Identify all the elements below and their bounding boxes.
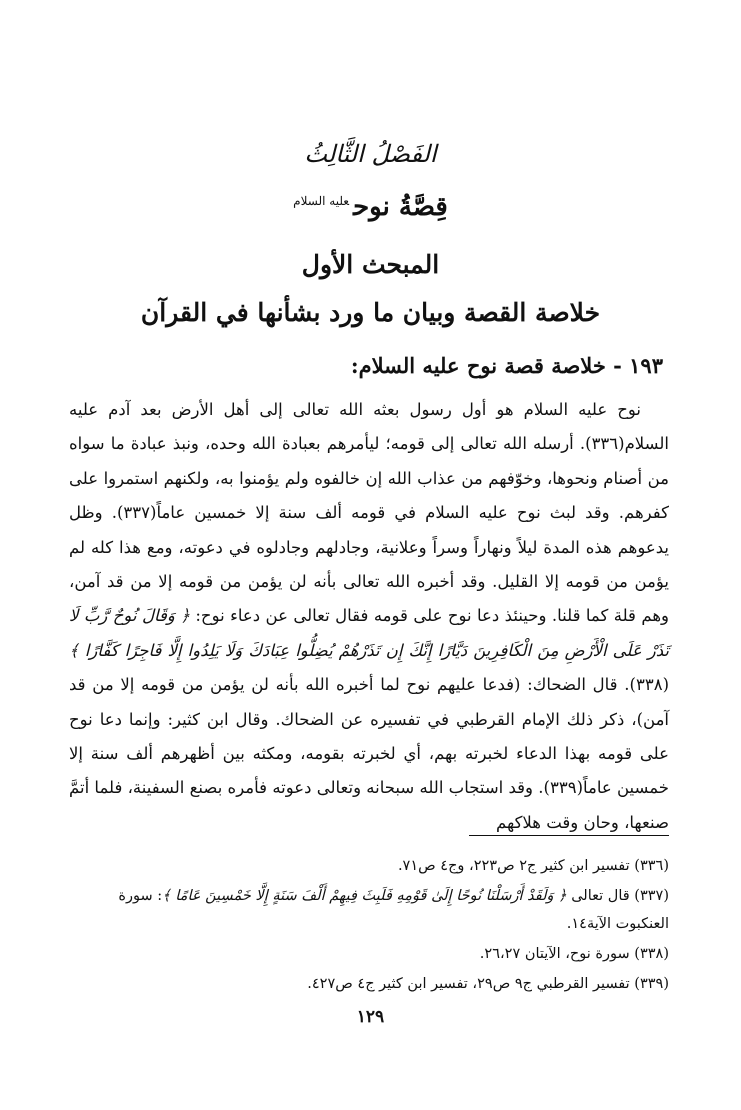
body-text-5: . وقد استجاب الله سبحانه وتعالى دعوته فأمره بصنع السفينة، فلما أتمَّ صنعها، وحان وقت هلاكهم — [69, 778, 669, 832]
body-text — [69, 393, 669, 840]
paragraph-number: ١٩٣ — [629, 353, 663, 378]
footnote-text: تفسير ابن كثير ج٢ ص٢٢٣، وج٤ ص٧١. — [397, 858, 630, 874]
body-text-2: . أرسله الله تعالى إلى قومه؛ ليأمرهم بعبادة الله وحده، ونبذ عبادة ما سواه من أصنام ونحوها، وخوّفهم من عذاب الله إن خالفوه ولم يؤمنوا به، ولكنهم استمروا على كفرهم. وقد لبث نوح عليه السلام في قومه ألف سنة إلا خمسين عاماً — [69, 434, 669, 523]
footnote-item — [69, 882, 669, 938]
story-title-block — [60, 192, 681, 222]
footnote-item — [69, 940, 669, 968]
footnotes — [69, 852, 669, 1000]
chapter-title: الفَصْلُ الثَّالِثُ — [304, 140, 437, 168]
footnote-text: قال تعالى — [571, 888, 630, 904]
paragraph-title: - خلاصة قصة نوح عليه السلام: — [350, 353, 622, 378]
footnote-ref-336: (٣٣٦) — [585, 434, 625, 454]
body-text-4: . قال الضحاك: (فدعا عليهم نوح لما أخبره الله بأنه لن يؤمن من قومه إلا من قد آمن)، ذكر ذلك الإمام القرطبي في تفسيره عن الضحاك. وقال ابن كثير: وإنما دعا نوح على قومه بهذا الدعاء لخبرته بهم، أي لخبرته بقومه، ومكثه بين أظهرهم ألف سنة إلا خمسين عاماً — [69, 675, 669, 798]
footnote-ref-337: (٣٣٧) — [116, 503, 157, 523]
section-title: المبحث الأول — [301, 250, 440, 279]
quran-verse: ﴿ وَقَالَ نُوحٌ رَّبِّ لَا تَذَرْ عَلَى الْأَرْضِ مِنَ الْكَافِرِينَ دَيَّارًا إِنَّكَ إِن تَذَرْهُمْ يُضِلُّوا عِبَادَكَ وَلَا يَلِدُوا إِلَّا فَاجِرًا كَفَّارًا ﴾ — [69, 606, 669, 660]
footnote-text: تفسير القرطبي ج٩ ص٢٩، تفسير ابن كثير ج٤ ص٤٢٧. — [307, 976, 630, 992]
footnote-number: (٣٣٧) — [634, 888, 669, 904]
footnote-number: (٣٣٩) — [634, 976, 669, 992]
footnote-text: سورة نوح، الآيتان ٢٦،٢٧. — [479, 946, 630, 962]
footnote-ref-339: (٣٣٩) — [543, 778, 583, 798]
footnote-item — [69, 970, 669, 998]
body-paragraph — [69, 393, 669, 840]
footnote-verse: ﴿ وَلَقَدْ أَرْسَلْنَا نُوحًا إِلَىٰ قَوْمِهِ فَلَبِثَ فِيهِمْ أَلْفَ سَنَةٍ إِلَّا خَمْسِينَ عَامًا ﴾ — [162, 888, 567, 904]
page-number: ١٢٩ — [356, 1007, 385, 1027]
footnote-number: (٣٣٨) — [634, 946, 669, 962]
body-text-1: نوح عليه السلام هو أول رسول بعثه الله تعالى إلى أهل الأرض بعد آدم عليه السلام — [69, 400, 669, 454]
footnote-divider — [469, 835, 669, 836]
footnote-ref-338: (٣٣٨) — [629, 675, 669, 695]
story-title-suffix: عليه السلام — [293, 194, 350, 209]
footnote-suffix: : سورة العنكبوت الآية١٤. — [118, 888, 669, 932]
story-title: قِصَّةُ نوح — [353, 192, 448, 222]
paragraph-heading — [351, 353, 663, 378]
section-subtitle: خلاصة القصة وبيان ما ورد بشأنها في القرآن — [140, 298, 601, 327]
body-text-3: . وظل يدعوهم هذه المدة ليلاً ونهاراً وسراً وعلانية، وجادلهم وجادلوه في دعوته، ومع هذا كله لم يؤمن من قومه إلا القليل. وقد أخبره الله تعالى بأنه لن يؤمن من قومه إلا من قد آمن، وهم قلة كما قلنا. وحينئذ دعا نوح على قومه فقال تعالى عن دعاء نوح: — [69, 503, 670, 626]
footnote-item — [69, 852, 669, 880]
footnote-number: (٣٣٦) — [634, 858, 669, 874]
